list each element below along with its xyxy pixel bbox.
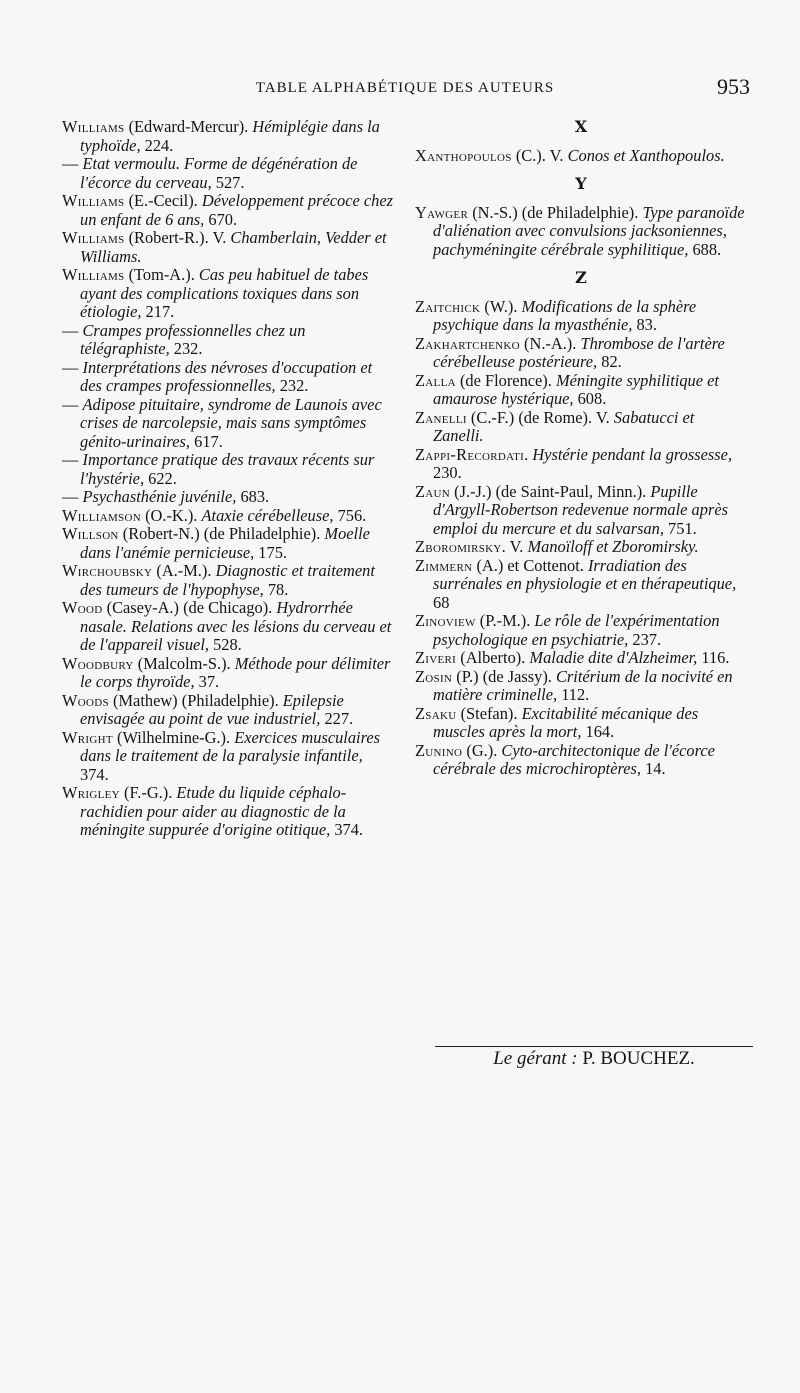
author-name: Williams: [62, 191, 125, 210]
author-name: Zanelli: [415, 407, 467, 427]
page-ref: 528.: [209, 635, 242, 654]
index-entry: [415, 446, 747, 483]
author-details: —: [62, 320, 83, 340]
author-details: (Edward-Mercur).: [124, 117, 253, 136]
work-title: Développement précoce chez un enfant de 6 ans,: [80, 191, 393, 229]
author-name: Zosin: [415, 666, 453, 686]
work-title: Diagnostic et traitement des tumeurs de l'hypophyse,: [80, 561, 375, 599]
work-title: Etude du liquide céphalo-rachidien pour aider au diagnostic de la méningite suppurée d'origine otitique,: [80, 783, 347, 839]
page-ref: 224.: [140, 135, 174, 155]
author-details: (N.-A.).: [519, 333, 581, 353]
index-entry: [62, 525, 394, 562]
author-details: (Robert-N.) (de Philadelphie).: [118, 524, 325, 543]
page-ref: 374.: [80, 764, 109, 784]
work-title: Crampes professionnelles chez un télégraphiste,: [80, 320, 306, 358]
index-entry: [62, 266, 394, 322]
author-name: Wrigley: [62, 783, 120, 802]
author-name: Williamson: [62, 505, 141, 525]
index-entry: [415, 742, 747, 779]
author-details: —: [62, 154, 83, 173]
index-entry: [62, 359, 394, 396]
page-ref: 617.: [190, 431, 223, 451]
author-name: Zunino: [415, 740, 463, 760]
author-name: Williams: [62, 117, 125, 136]
page-ref: 68: [433, 592, 450, 612]
page-ref: 37.: [194, 672, 220, 691]
page-number: 953: [717, 74, 750, 99]
right-column: [415, 118, 747, 779]
work-title: Chamberlain, Vedder et Williams.: [80, 228, 387, 266]
index-entry: [62, 729, 394, 785]
author-details: (F.-G.).: [119, 783, 177, 802]
page-ref: 116.: [697, 648, 730, 667]
index-entry: [62, 507, 394, 526]
page-ref: 164.: [581, 722, 615, 741]
work-title: Excitabilité mécanique des muscles après la mort,: [433, 703, 699, 741]
author-details: . V.: [501, 537, 528, 556]
work-title: Etat vermoulu. Forme de dégénération de l'écorce du cerveau,: [80, 154, 358, 192]
index-entry: [62, 396, 394, 452]
index-entry: [415, 298, 747, 335]
page-ref: 78.: [263, 579, 289, 599]
index-entry: [415, 483, 747, 539]
page-ref: 688.: [688, 239, 722, 259]
author-details: (A.-M.).: [152, 561, 216, 580]
index-entry: [62, 784, 394, 840]
author-details: (Wilhelmine-G.).: [112, 727, 235, 747]
work-title: Psychasthénie juvénile,: [82, 487, 237, 506]
author-name: Zimmern: [415, 555, 473, 575]
index-entry: [62, 229, 394, 266]
left-column: [62, 118, 394, 840]
author-name: Wright: [62, 727, 113, 747]
work-title: Adipose pituitaire, syndrome de Launois avec crises de narcolepsie, mais sans symptômes génito-urinaires,: [80, 394, 382, 451]
work-title: Conos et Xanthopoulos.: [567, 145, 725, 165]
work-title: Thrombose de l'artère cérébelleuse postérieure,: [433, 333, 725, 371]
work-title: Importance pratique des travaux récents sur l'hystérie,: [80, 450, 375, 488]
work-title: Critérium de la nocivité en matière criminelle,: [433, 666, 733, 704]
author-name: Woods: [62, 690, 109, 710]
author-details: —: [62, 357, 83, 377]
work-title: Pupille d'Argyll-Robertson redevenue normale après emploi du mercure et du salvarsan,: [433, 481, 728, 538]
author-details: (A.) et Cottenot.: [472, 555, 588, 575]
work-title: Manoïloff et Zboromirsky.: [527, 537, 699, 556]
author-details: (G.).: [462, 740, 502, 760]
page-ref: 622.: [144, 468, 177, 488]
index-entry: [415, 204, 747, 260]
author-details: (Stefan).: [456, 703, 522, 723]
section-letter: Z: [575, 268, 587, 287]
running-header: [60, 74, 750, 104]
index-entry: [62, 192, 394, 229]
work-title: Cas peu habituel de tabes ayant des complications toxiques dans son étiologie,: [80, 265, 369, 321]
author-name: Williams: [62, 228, 125, 247]
author-name: Zappi-Recordati: [415, 444, 525, 464]
index-entry: [415, 557, 747, 613]
work-title: Méthode pour délimiter le corps thyroïde,: [80, 653, 391, 691]
author-details: (Alberto).: [456, 648, 530, 667]
work-title: Le rôle de l'expérimentation psychologique en psychiatrie,: [433, 611, 720, 649]
author-name: Yawger: [415, 202, 469, 222]
author-name: Zaitchick: [415, 296, 481, 316]
index-entry: [415, 538, 747, 557]
work-title: Modifications de la sphère psychique dans la myasthénie,: [433, 296, 697, 334]
index-entry: [62, 488, 394, 507]
index-entry: [62, 322, 394, 359]
page-ref: 608.: [573, 389, 607, 408]
author-name: Ziveri: [415, 648, 457, 667]
page-ref: 112.: [557, 685, 590, 704]
page-ref: 230.: [433, 463, 462, 482]
page-ref: 175.: [254, 542, 287, 562]
index-entry: [415, 335, 747, 372]
author-name: Williams: [62, 265, 125, 284]
author-name: Zinoview: [415, 611, 476, 630]
author-details: (de Florence).: [455, 370, 556, 390]
work-title: Hystérie pendant la grossesse,: [532, 444, 733, 464]
index-entry: [415, 147, 747, 166]
index-entry: [415, 668, 747, 705]
author-name: Zaun: [415, 481, 451, 501]
footer-signature: [435, 1046, 753, 1070]
author-details: (N.-S.) (de Philadelphie).: [468, 202, 643, 222]
author-name: Xanthopoulos: [415, 145, 512, 165]
work-title: Méningite syphilitique et amaurose hystérique,: [433, 370, 719, 408]
index-entry: [62, 155, 394, 192]
author-details: (O.-K.).: [140, 505, 202, 525]
author-name: Wirchoubsky: [62, 561, 153, 580]
page-ref: 374.: [330, 820, 364, 839]
author-details: (Mathew) (Philadelphie).: [108, 690, 283, 710]
footer-role: Le gérant :: [493, 1048, 578, 1069]
work-title: Hydrorrhée nasale. Relations avec les lésions du cerveau et de l'appareil visuel,: [80, 598, 392, 654]
author-details: —: [62, 394, 83, 414]
author-details: (Casey-A.) (de Chicago).: [102, 598, 277, 617]
index-entry: [62, 655, 394, 692]
author-name: Zalla: [415, 370, 456, 390]
author-details: —: [62, 487, 83, 506]
author-name: Zsaku: [415, 703, 457, 723]
author-details: (C.). V.: [511, 145, 568, 165]
index-entry: [62, 118, 394, 155]
author-name: Wood: [62, 598, 103, 617]
index-entry: [415, 372, 747, 409]
index-entry: [62, 599, 394, 655]
section-letter: Y: [575, 174, 587, 193]
work-title: Type paranoïde d'aliénation avec convulsions jacksoniennes, pachyméningite cérébrale syphilitique,: [433, 202, 745, 259]
author-details: (Malcolm-S.).: [133, 653, 235, 673]
author-details: (Robert-R.). V.: [124, 228, 231, 247]
author-details: —: [62, 450, 83, 469]
author-details: (J.-J.) (de Saint-Paul, Minn.).: [450, 481, 651, 501]
page-ref: 217.: [141, 302, 175, 321]
page-ref: 527.: [211, 172, 245, 192]
page-ref: 751.: [663, 518, 697, 538]
page-ref: 683.: [236, 487, 270, 506]
page-ref: 232.: [275, 376, 309, 395]
author-details: (Tom-A.).: [124, 265, 199, 284]
work-title: Hémiplégie dans la typhoïde,: [80, 117, 380, 155]
work-title: Epilepsie envisagée au point de vue industriel,: [80, 690, 344, 728]
work-title: Maladie dite d'Alzheimer,: [529, 648, 698, 667]
work-title: Moelle dans l'anémie pernicieuse,: [80, 524, 370, 562]
author-details: (W.).: [480, 296, 522, 316]
index-entry: [62, 451, 394, 488]
index-entry: [415, 649, 747, 668]
index-entry: [62, 692, 394, 729]
page-ref: 14.: [641, 759, 666, 778]
index-entry: [415, 409, 747, 446]
index-entry: [415, 612, 747, 649]
author-name: Zakhartchenko: [415, 333, 520, 353]
author-details: (P.) (de Jassy).: [452, 666, 556, 686]
page-ref: 82.: [597, 352, 622, 371]
header-title: TABLE ALPHABÉTIQUE DES AUTEURS: [255, 80, 555, 96]
author-name: Zboromirsky: [415, 537, 502, 556]
page-ref: 756.: [333, 505, 367, 525]
author-details: (E.-Cecil).: [124, 191, 202, 210]
work-title: Cyto-architectonique de l'écorce cérébrale des microchiroptères,: [433, 740, 715, 778]
work-title: Sabatucci et Zanelli.: [433, 407, 695, 445]
work-title: Irradiation des surrénales en physiologie et en thérapeutique,: [433, 555, 737, 593]
footer-name: P. BOUCHEZ.: [577, 1048, 695, 1069]
page-ref: 670.: [204, 209, 238, 229]
section-letter: X: [574, 117, 588, 136]
work-title: Interprétations des névroses d'occupation et des crampes professionnelles,: [80, 357, 373, 395]
page-ref: 83.: [632, 315, 657, 334]
page-ref: 237.: [628, 629, 662, 649]
author-details: (P.-M.).: [475, 611, 535, 630]
page-ref: 232.: [169, 339, 203, 358]
work-title: Exercices musculaires dans le traitement de la paralysie infantile,: [80, 727, 381, 765]
author-name: Willson: [62, 524, 119, 543]
author-name: Woodbury: [62, 653, 134, 673]
index-entry: [62, 562, 394, 599]
author-details: (C.-F.) (de Rome). V.: [466, 407, 614, 427]
author-details: .: [524, 444, 533, 464]
index-entry: [415, 705, 747, 742]
work-title: Ataxie cérébelleuse,: [201, 505, 334, 525]
page-ref: 227.: [320, 709, 354, 728]
